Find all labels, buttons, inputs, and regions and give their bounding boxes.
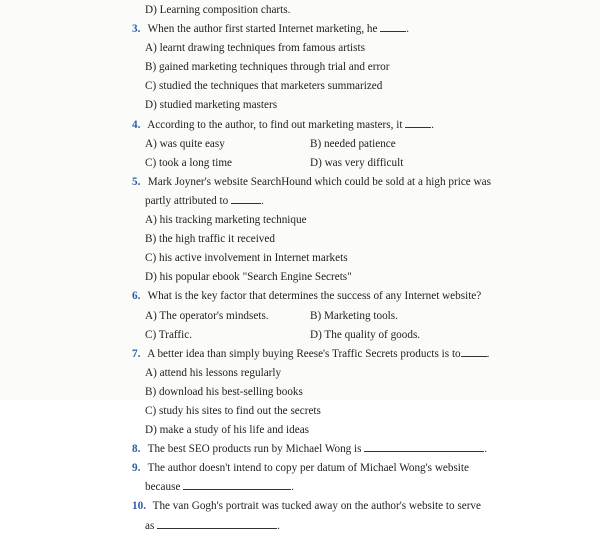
q2-option-d: D) Learning composition charts. — [145, 4, 291, 16]
question-end: . — [261, 194, 264, 207]
question-text: Mark Joyner's website SearchHound which could be sold at a high price was — [147, 175, 491, 188]
question-end: . — [291, 481, 294, 494]
question-number: 8. — [132, 443, 141, 456]
q4-options-row-1 — [132, 135, 482, 154]
q7-option-c: C) study his sites to find out the secrets — [145, 404, 321, 417]
answer-blank[interactable] — [183, 479, 291, 490]
question-number: 9. — [132, 462, 141, 475]
question-number: 7. — [132, 347, 141, 360]
question-number: 5. — [132, 175, 141, 188]
question-6 — [132, 287, 482, 306]
question-3 — [132, 20, 482, 39]
q5-option-d: D) his popular ebook "Search Engine Secrets" — [145, 271, 352, 284]
question-10-cont — [132, 517, 482, 536]
question-text-cont: as — [145, 519, 155, 532]
q6-option-c: C) Traffic. — [145, 328, 193, 341]
q4-option-d: D) was very difficult — [310, 156, 404, 169]
q3-option-d: D) studied marketing masters — [145, 99, 278, 112]
q4-option-a: A) was quite easy — [145, 137, 225, 150]
question-number: 4. — [132, 118, 141, 131]
question-text: When the author first started Internet marketing, he — [147, 23, 378, 36]
answer-blank[interactable] — [157, 518, 277, 529]
question-end: . — [431, 118, 435, 131]
q3-option-b: B) gained marketing techniques through trial and error — [145, 61, 390, 74]
question-5 — [132, 173, 491, 192]
q4-option-b: B) needed patience — [310, 137, 396, 150]
question-text: The author doesn't intend to copy per datum of Michael Wong's website — [147, 462, 469, 475]
question-text: The van Gogh's portrait was tucked away on the author's website to serve — [152, 500, 481, 513]
question-9-cont — [132, 478, 482, 497]
q6-options-row-2 — [132, 326, 482, 345]
answer-blank[interactable] — [405, 117, 431, 128]
q5-option-c: C) his active involvement in Internet markets — [145, 252, 348, 265]
question-end: . — [406, 23, 410, 36]
question-number: 6. — [132, 290, 141, 303]
question-text-cont: because — [145, 481, 181, 494]
q6-option-d: D) The quality of goods. — [310, 328, 421, 341]
question-4 — [132, 116, 482, 135]
question-7 — [132, 345, 490, 364]
q6-option-a: A) The operator's mindsets. — [145, 309, 269, 322]
question-number: 10. — [132, 500, 146, 513]
question-8 — [132, 440, 488, 459]
question-end: . — [277, 519, 280, 532]
q3-option-a: A) learnt drawing techniques from famous artists — [145, 42, 365, 55]
question-text-cont: partly attributed to — [145, 194, 229, 207]
question-5-cont — [132, 192, 482, 211]
q4-option-c: C) took a long time — [145, 156, 233, 169]
question-text: A better idea than simply buying Reese's Traffic Secrets products is to — [147, 347, 461, 360]
question-text: What is the key factor that determines the success of any Internet website? — [147, 290, 482, 303]
question-text: The best SEO products run by Michael Wong is — [147, 443, 362, 456]
q7-option-d: D) make a study of his life and ideas — [145, 424, 310, 437]
q4-options-row-2 — [132, 154, 482, 173]
question-list — [132, 1, 491, 536]
answer-blank[interactable] — [364, 441, 484, 452]
answer-blank[interactable] — [231, 193, 261, 204]
q7-option-b: B) download his best-selling books — [145, 385, 303, 398]
question-text: According to the author, to find out marketing masters, it — [147, 118, 403, 131]
question-10 — [132, 497, 482, 516]
question-end: . — [484, 443, 488, 456]
question-9 — [132, 459, 482, 478]
q6-options-row-1 — [132, 307, 482, 326]
question-number: 3. — [132, 23, 141, 36]
q7-option-a: A) attend his lessons regularly — [145, 366, 282, 379]
question-end: . — [486, 347, 490, 360]
answer-blank[interactable] — [461, 346, 487, 357]
q6-option-b: B) Marketing tools. — [310, 309, 398, 322]
q5-option-b: B) the high traffic it received — [145, 233, 275, 246]
q3-option-c: C) studied the techniques that marketers summarized — [145, 80, 383, 93]
q5-option-a: A) his tracking marketing technique — [145, 214, 307, 227]
answer-blank[interactable] — [380, 21, 406, 32]
